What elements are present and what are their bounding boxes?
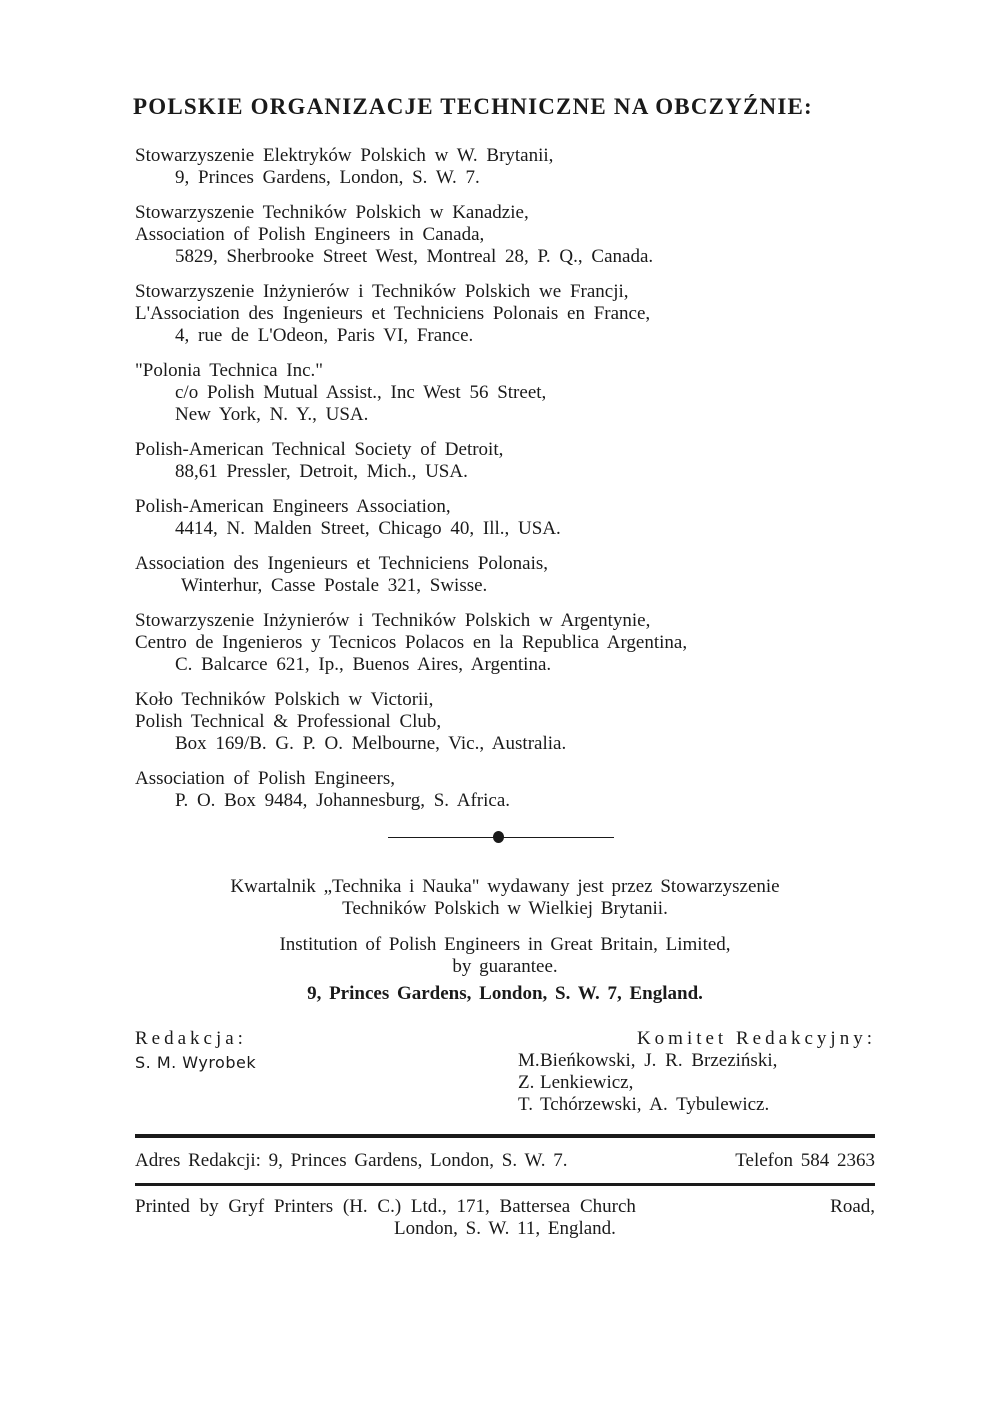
member-initial: T. [518, 1094, 533, 1115]
org-name: Association des Ingenieurs et Techniciens Polonais, [135, 553, 549, 574]
org-address: P. O. Box 9484, Johannesburg, S. Africa. [175, 790, 511, 811]
editorial-address [135, 1150, 875, 1172]
org-address: 5829, Sherbrooke Street West, Montreal 28, P. Q., Canada. [175, 246, 654, 267]
publisher-address [135, 983, 875, 1005]
org-entry [135, 145, 875, 189]
org-entry [135, 768, 875, 812]
divider-rule [135, 1183, 875, 1186]
org-name: Association of Polish Engineers in Canada, [135, 224, 485, 245]
org-entry [135, 610, 875, 676]
org-name: Polish Technical & Professional Club, [135, 711, 442, 732]
member-initial: Z. [518, 1072, 535, 1093]
org-address: Box 169/B. G. P. O. Melbourne, Vic., Australia. [175, 733, 567, 754]
institution-line: by guarantee. [452, 956, 558, 977]
committee-member [518, 1050, 876, 1072]
org-entry [135, 439, 875, 483]
printer-line [135, 1196, 875, 1218]
org-name: Koło Techników Polskich w Victorii, [135, 689, 434, 710]
printer-line-right: Road, [830, 1196, 875, 1217]
org-name: Centro de Ingenieros y Tecnicos Polacos en la Republica Argentina, [135, 632, 688, 653]
committee-member [518, 1094, 876, 1116]
separator-line [388, 837, 498, 838]
org-name: L'Association des Ingenieurs et Techniciens Polonais en France, [135, 303, 651, 324]
publisher-line: Techników Polskich w Wielkiej Brytanii. [342, 898, 668, 919]
committee-label: Komitet Redakcyjny: [636, 1028, 876, 1049]
org-entry [135, 281, 875, 347]
org-address: 9, Princes Gardens, London, S. W. 7. [175, 167, 480, 188]
org-address: Winterhur, Casse Postale 321, Swisse. [181, 575, 488, 596]
org-address: 4, rue de L'Odeon, Paris VI, France. [175, 325, 474, 346]
printer-line-left: Printed by Gryf Printers (H. C.) Ltd., 171, Battersea Church [135, 1196, 636, 1217]
footer-address: Adres Redakcji: 9, Princes Gardens, London, S. W. 7. [135, 1150, 568, 1171]
org-entry [135, 689, 875, 755]
separator-line [500, 837, 614, 838]
printer-line-2: London, S. W. 11, England. [394, 1218, 616, 1239]
org-entry [135, 202, 875, 268]
divider-rule [135, 1134, 875, 1138]
org-name: Stowarzyszenie Techników Polskich w Kanadzie, [135, 202, 529, 223]
publisher-line: Kwartalnik „Technika i Nauka" wydawany jest przez Stowarzyszenie [230, 876, 780, 897]
organizations-list [135, 145, 875, 825]
publisher-note [135, 876, 875, 920]
org-address: 88,61 Pressler, Detroit, Mich., USA. [175, 461, 468, 482]
org-name: Polish-American Technical Society of Detroit, [135, 439, 504, 460]
org-name: Stowarzyszenie Inżynierów i Techników Polskich we Francji, [135, 281, 629, 302]
printer-imprint [135, 1196, 875, 1240]
org-name: Stowarzyszenie Inżynierów i Techników Polskich w Argentynie, [135, 610, 651, 631]
org-address: 4414, N. Malden Street, Chicago 40, Ill., USA. [175, 518, 561, 539]
editor-name: S. M. Wyrobek [135, 1053, 257, 1072]
member-initial: M. [518, 1050, 540, 1071]
member-names: Lenkiewicz, [540, 1072, 634, 1093]
footer-phone: Telefon 584 2363 [735, 1150, 875, 1171]
editor-label: Redakcja: [135, 1028, 247, 1049]
org-name: "Polonia Technica Inc." [135, 360, 324, 381]
editorial-committee [518, 1028, 876, 1116]
org-name: Association of Polish Engineers, [135, 768, 396, 789]
institution-line: Institution of Polish Engineers in Great Britain, Limited, [279, 934, 731, 955]
org-address: C. Balcarce 621, Ip., Buenos Aires, Argentina. [175, 654, 552, 675]
committee-member [518, 1072, 876, 1094]
editor-section [135, 1028, 256, 1074]
ornament-separator [388, 828, 614, 844]
publisher-address-line: 9, Princes Gardens, London, S. W. 7, England. [307, 983, 703, 1004]
org-entry [135, 360, 875, 426]
member-names: Bieńkowski, J. R. Brzeziński, [540, 1050, 778, 1071]
org-name: Polish-American Engineers Association, [135, 496, 451, 517]
org-address: New York, N. Y., USA. [175, 404, 369, 425]
page-title: POLSKIE ORGANIZACJE TECHNICZNE NA OBCZYŹNIE: [133, 94, 813, 119]
org-entry [135, 496, 875, 540]
institution-note [135, 934, 875, 978]
org-name: Stowarzyszenie Elektryków Polskich w W. Brytanii, [135, 145, 554, 166]
member-names: Tchórzewski, A. Tybulewicz. [540, 1094, 770, 1115]
org-entry [135, 553, 875, 597]
org-address: c/o Polish Mutual Assist., Inc West 56 Street, [175, 382, 547, 403]
